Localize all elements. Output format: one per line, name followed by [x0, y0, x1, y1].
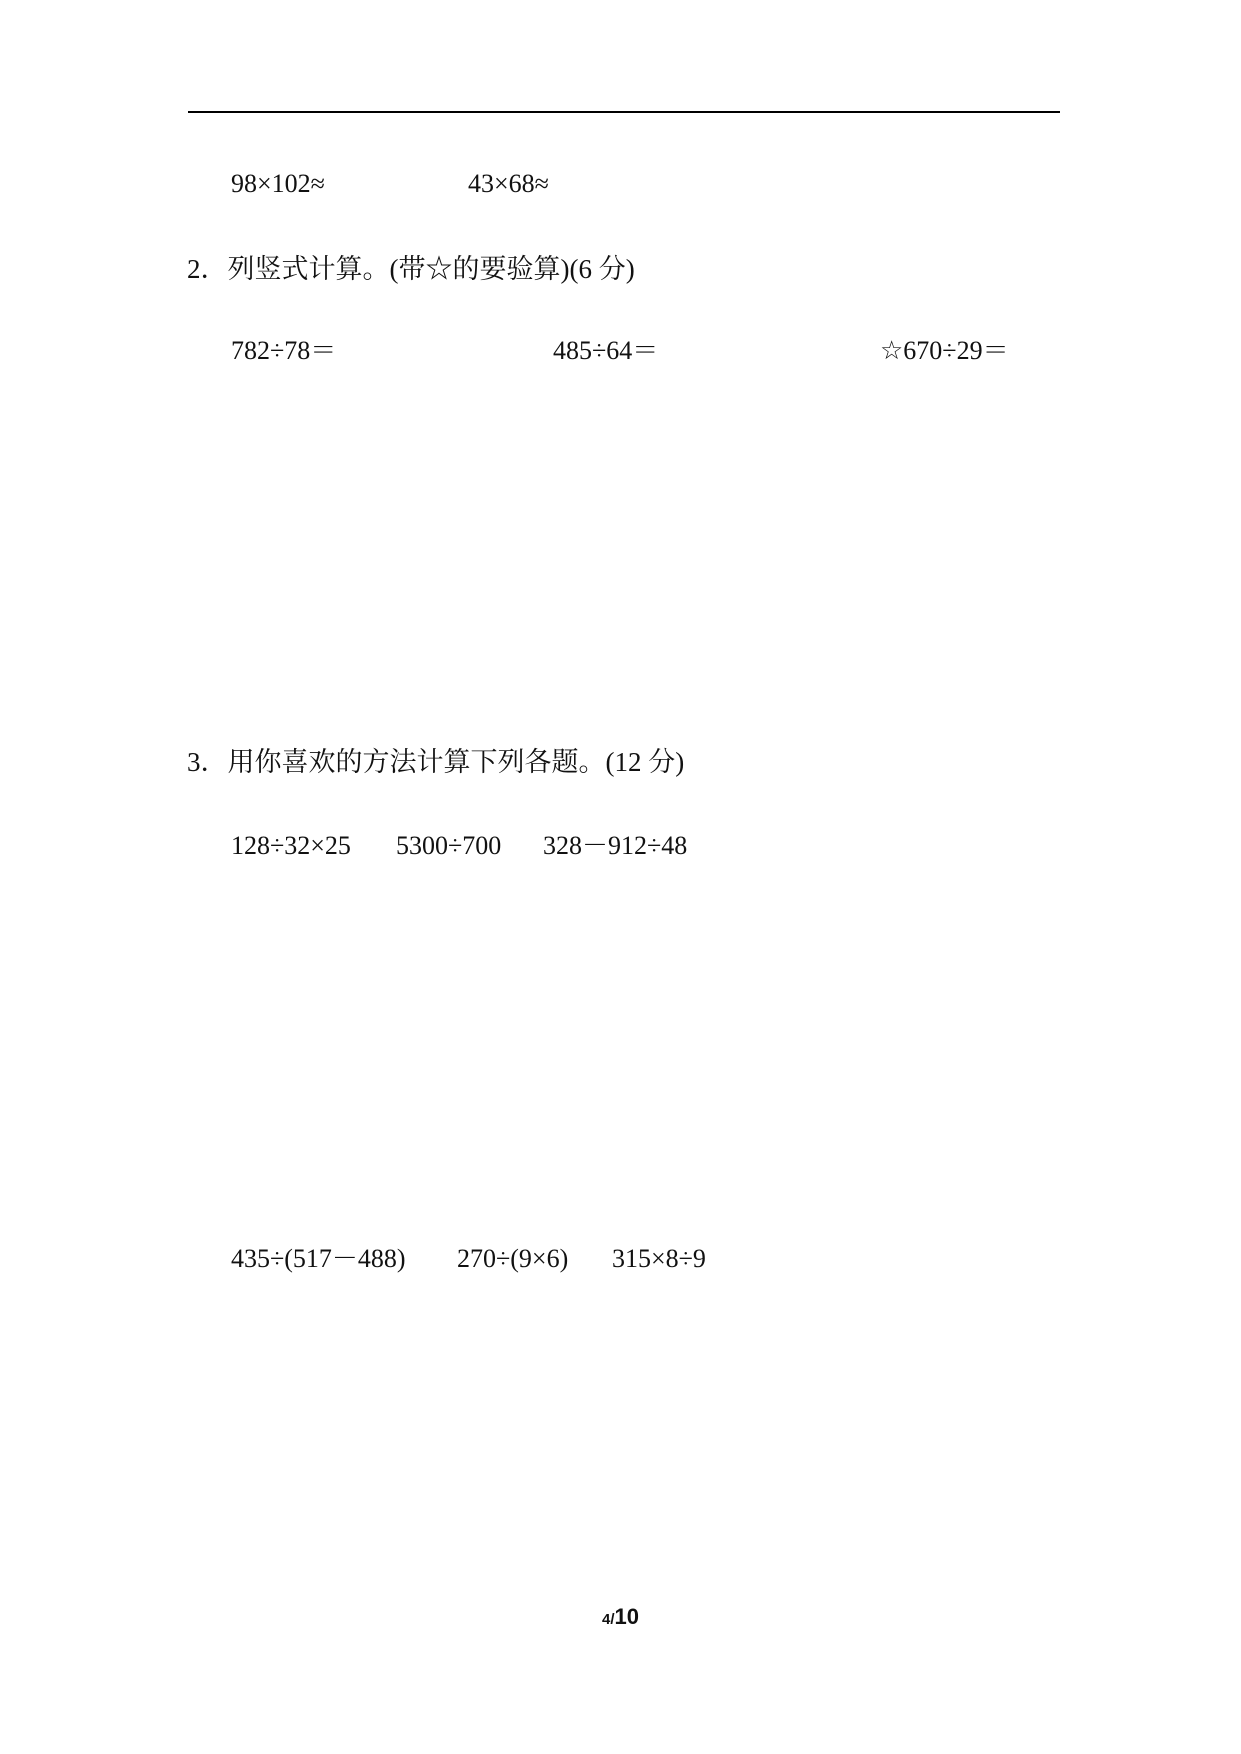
q3-item-6: 315×8÷9	[612, 1244, 706, 1273]
q3-item-3: 328－912÷48	[543, 831, 688, 860]
q3-item-2: 5300÷700	[396, 831, 502, 860]
q2-item-3: ☆670÷29＝	[880, 336, 1009, 365]
question-3-title: 3．用你喜欢的方法计算下列各题。(12 分)	[187, 747, 685, 777]
estimate-item-1: 98×102≈	[231, 169, 325, 198]
q3-item-5: 270÷(9×6)	[457, 1244, 569, 1273]
question-2-title: 2．列竖式计算。(带☆的要验算)(6 分)	[187, 254, 635, 284]
page-current: 4/	[602, 1611, 615, 1628]
q3-item-1: 128÷32×25	[231, 831, 351, 860]
page-total: 10	[614, 1604, 639, 1629]
header-rule	[188, 111, 1060, 113]
q3-item-4: 435÷(517－488)	[231, 1244, 406, 1273]
q2-item-2: 485÷64＝	[553, 336, 659, 365]
q2-item-1: 782÷78＝	[231, 336, 337, 365]
page-number	[0, 1604, 1241, 1630]
estimate-item-2: 43×68≈	[468, 169, 549, 198]
